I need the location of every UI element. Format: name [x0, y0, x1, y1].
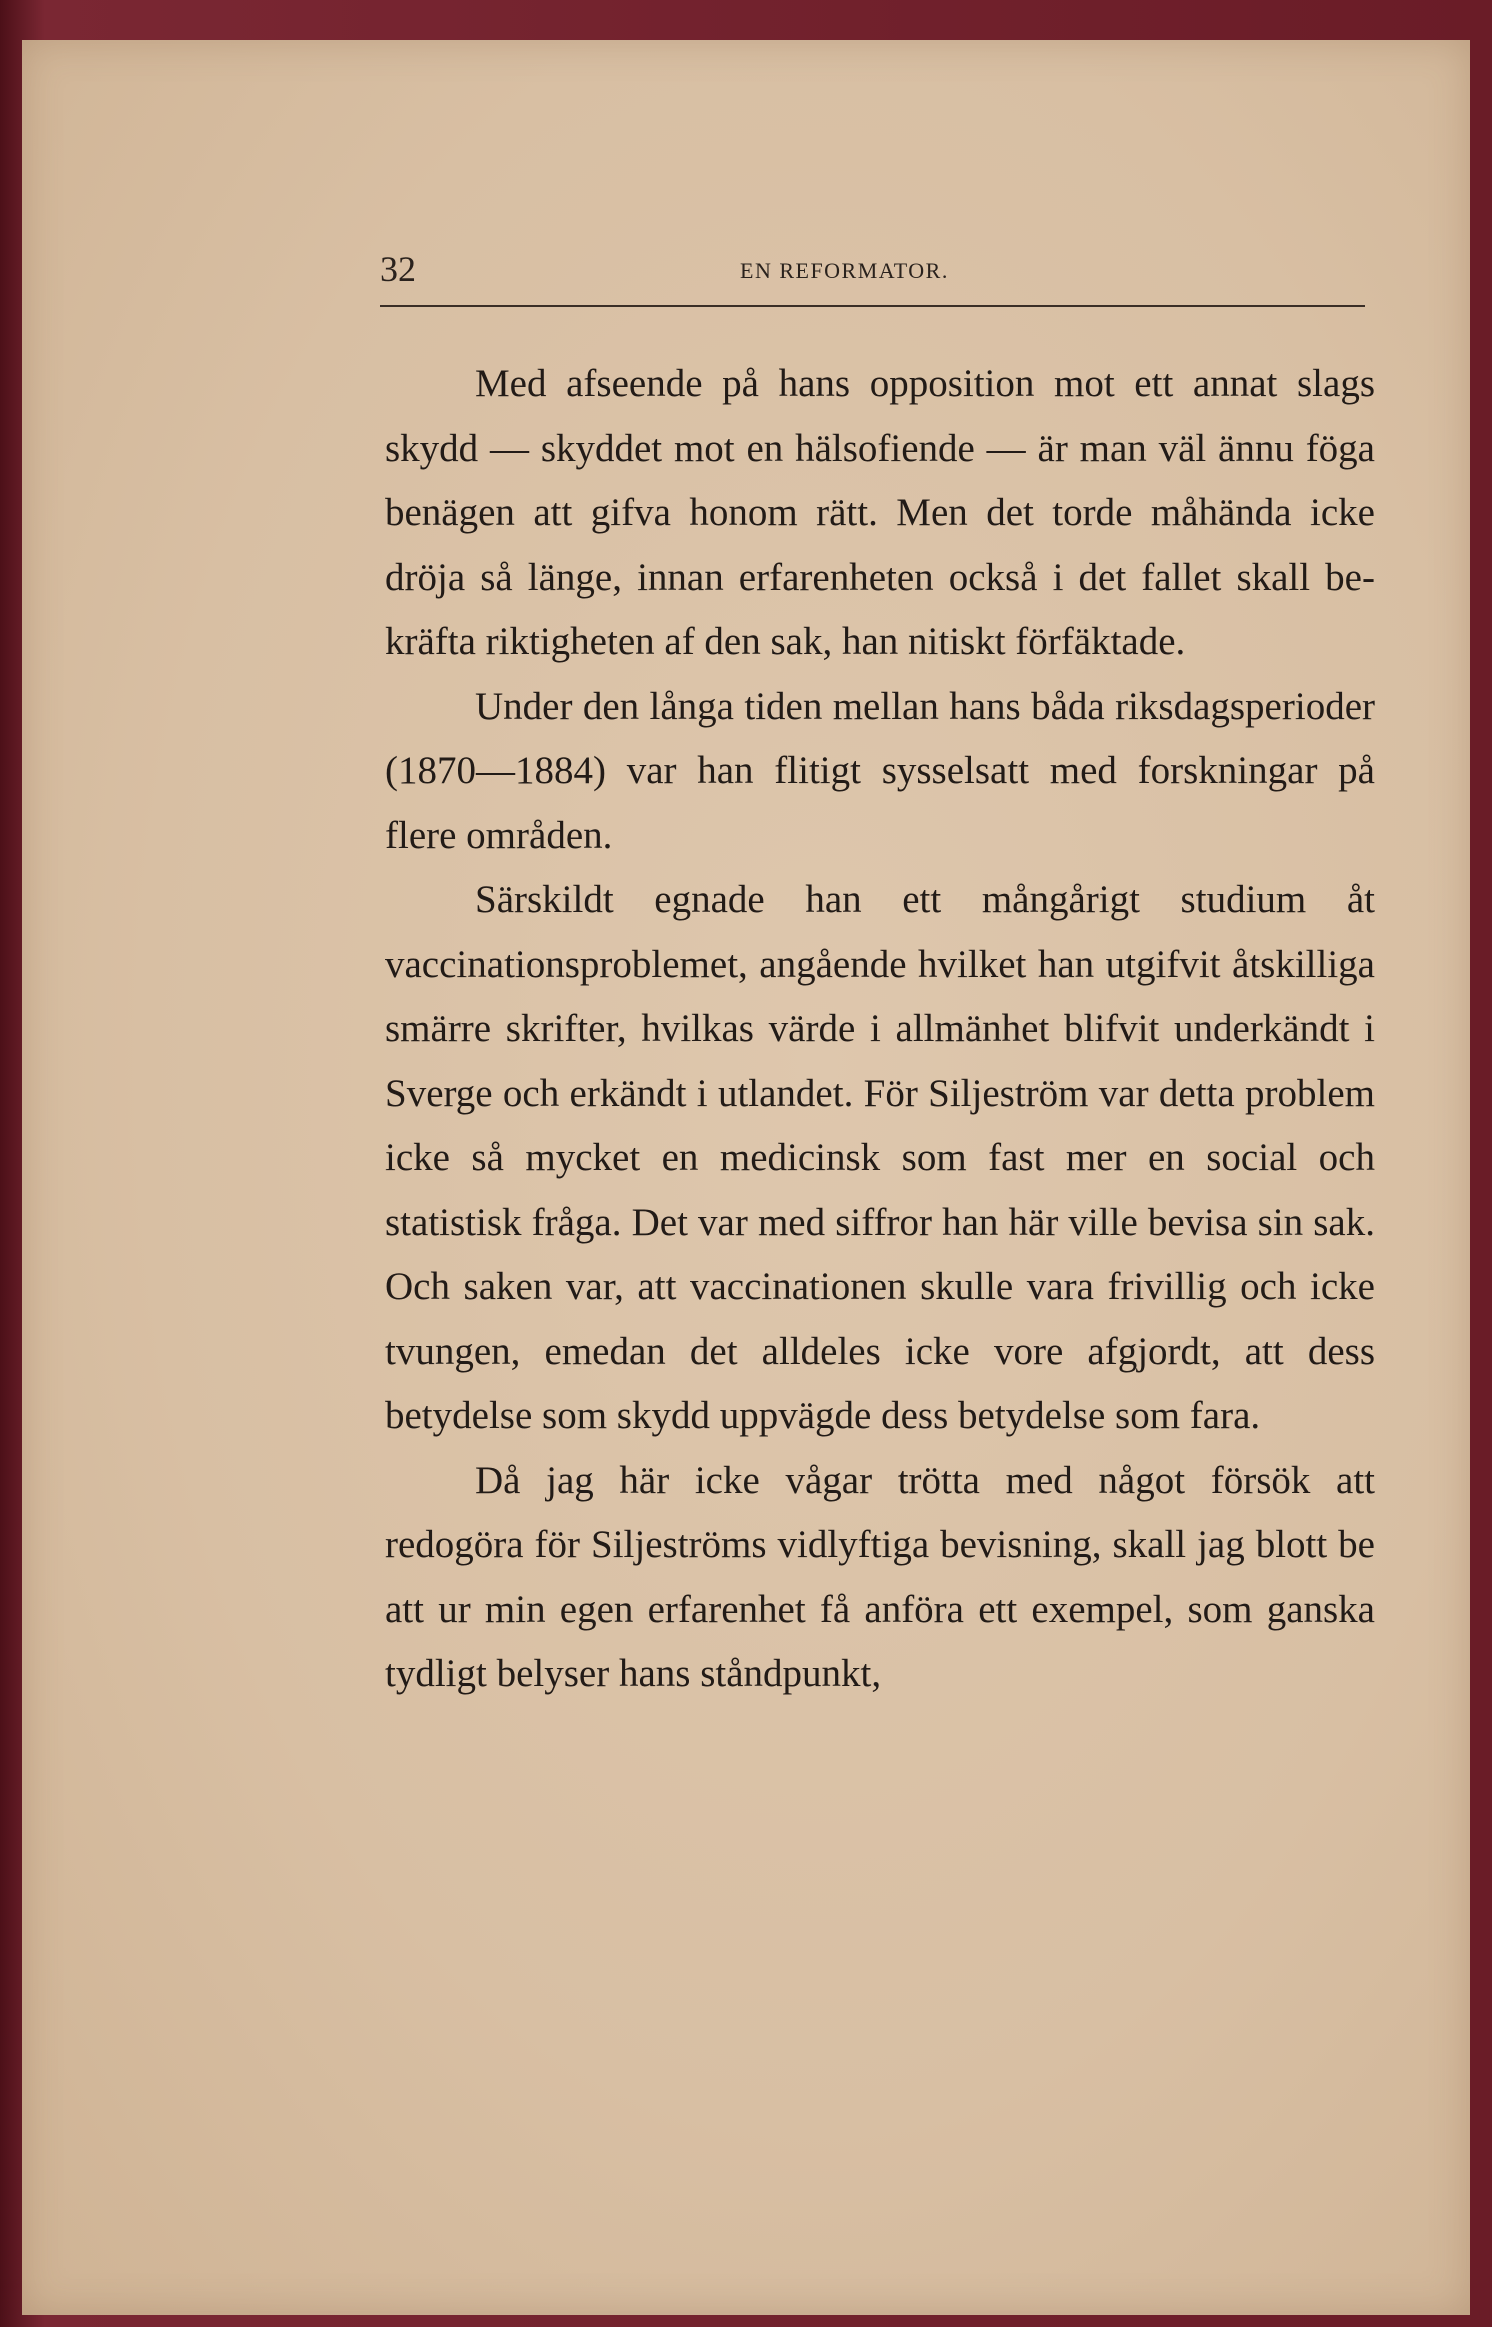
- page-number: 32: [380, 249, 416, 289]
- paragraph: Under den långa tiden mellan hans båda riksdagsperioder (1870—1884) var han flitigt sysselsatt med forskningar på flere områden.: [385, 684, 1375, 857]
- paragraph: Särskildt egnade han ett mångårigt studium åt vaccinationsproblemet, angående hvilket han utgifvit åtskilliga smärre skrifter, hvilkas värde i allmänhet blifvit underkändt i Sverge och erkändt i utlandet. För Siljeström var detta problem icke så mycket en medicinsk som fast mer en social och statistisk fråga. Det var med siffror han här ville bevisa sin sak. Och saken var, att vaccinationen skulle vara frivillig och icke tvungen, emedan det alldeles icke vore afgjordt, att dess betydelse som skydd uppvägde dess betydelse som fara.: [385, 878, 1375, 1437]
- paragraph: Då jag här icke vågar trötta med något försök att redogöra för Siljeströms vidlyftiga bevisning, skall jag blott be att ur min egen erfarenhet få anföra ett exempel, som ganska tydligt belyser hans ståndpunkt,: [385, 1458, 1375, 1695]
- page-header: [380, 248, 1365, 298]
- running-head: EN REFORMATOR.: [740, 258, 949, 283]
- paragraph: Med afseende på hans opposition mot ett annat slags skydd — skyddet mot en hälsofiende — är man väl ännu föga benägen att gifva honom rätt. Men det torde måhända icke dröja så länge, innan erfarenheten också i det fallet skall bekräfta riktigheten af den sak, han nitiskt förfäktade.: [385, 362, 1375, 663]
- body-text: [385, 352, 1375, 1707]
- header-rule: [380, 305, 1365, 307]
